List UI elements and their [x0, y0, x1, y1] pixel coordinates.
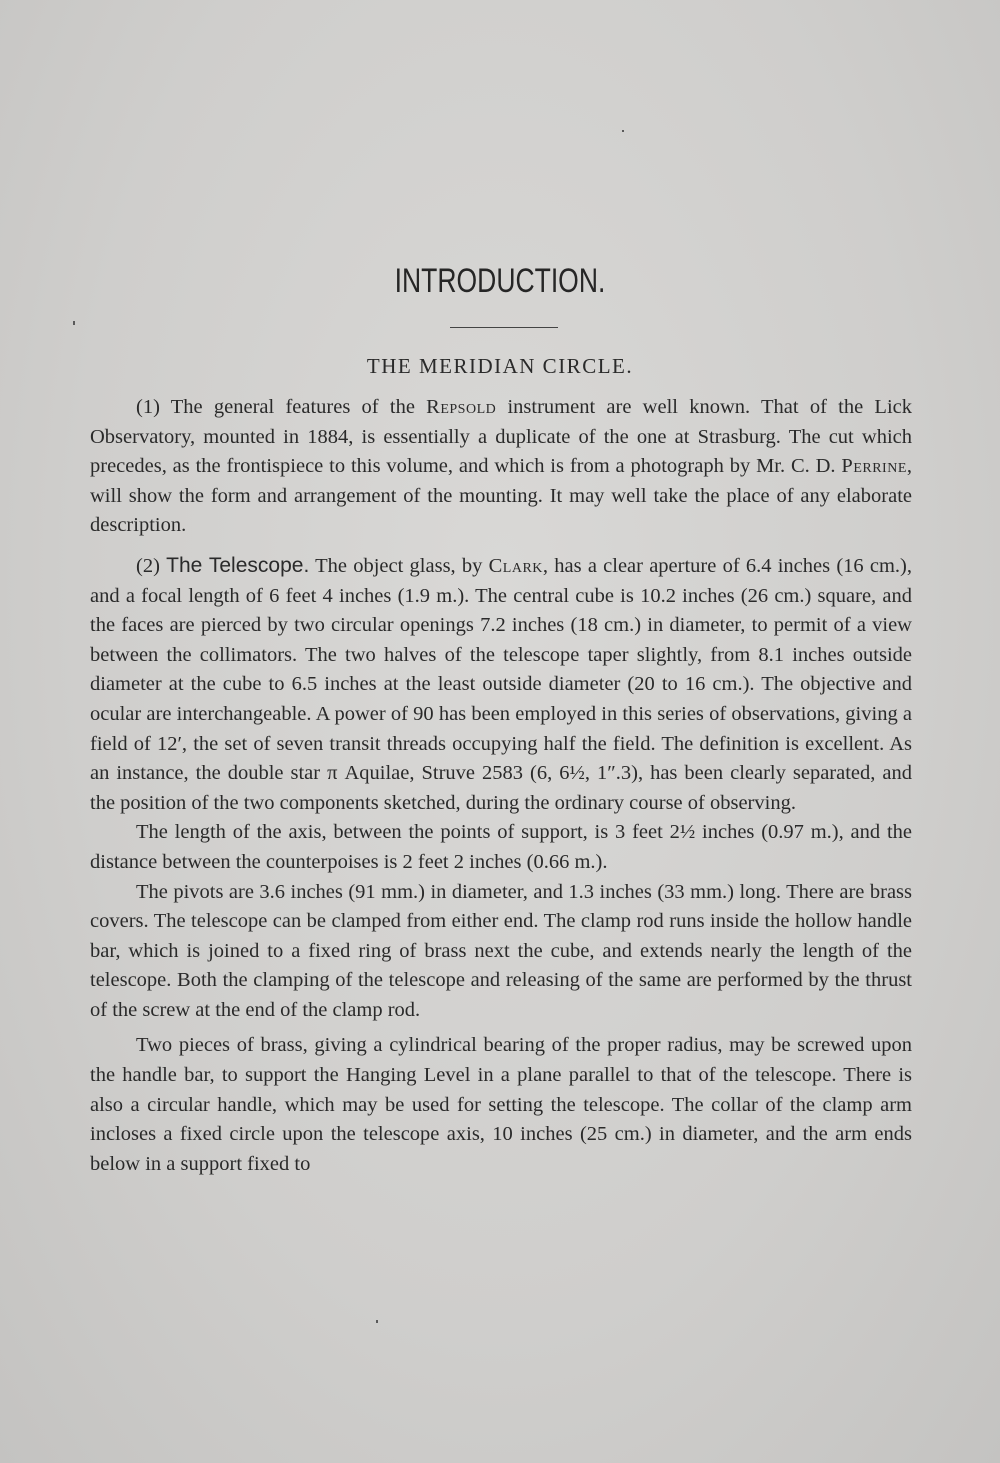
- paragraph-5: Two pieces of brass, giving a cylindrical bearing of the proper radius, may be screwed upon the handle bar, to support the Hanging Level in a plane parallel to that of the telescope. There is also a circular handle, which may be used for setting the telescope. The collar of the clamp arm incloses a fixed circle upon the telescope axis, 10 inches (25 cm.) in diameter, and the arm ends below in a support fixed to: [90, 1034, 912, 1175]
- paragraph-1-text-c: , will show the form and arrangement of the mounting. It may well take the place of any elaborate description.: [90, 455, 912, 537]
- name-clark: Clark: [488, 554, 543, 577]
- paragraph-4: The pivots are 3.6 inches (91 mm.) in diameter, and 1.3 inches (33 mm.) long. There are brass covers. The telescope can be clamped from either end. The clamp rod runs inside the hollow handle bar, which is joined to a fixed ring of brass next the cube, and extends nearly the length of the telescope. Both the clamping of the telescope and releasing of the same are performed by the thrust of the screw at the end of the clamp rod.: [90, 880, 912, 1021]
- paragraph-1-text-b: instrument are well known. That of the Lick Observatory, mounted in 1884, is essentially a duplicate of the one at Strasburg. The cut which precedes, as the frontispiece to this volume, and which is from a photograph by Mr. C. D.: [90, 396, 912, 478]
- paragraph-2-number: (2): [136, 554, 167, 577]
- name-perrine: Perrine: [841, 455, 907, 478]
- paragraph-2: [90, 551, 912, 818]
- page-title: INTRODUCTION.: [394, 262, 606, 300]
- speck-mark: [73, 321, 75, 325]
- section-title: THE MERIDIAN CIRCLE.: [366, 354, 634, 378]
- paragraph-2-text-a: The object glass, by: [309, 554, 489, 577]
- speck-mark: [622, 130, 624, 132]
- paragraph-3: The length of the axis, between the points of support, is 3 feet 2½ inches (0.97 m.), and the distance between the counterpoises is 2 feet 2 inches (0.66 m.).: [90, 821, 912, 873]
- paragraph-1-text-a: (1) The general features of the: [136, 396, 427, 418]
- body-text: [90, 393, 912, 1179]
- paragraph-2-text-b: , has a clear aperture of 6.4 inches (16 cm.), and a focal length of 6 feet 4 inches (1.9 m.). The central cube is 10.2 inches (26 cm.) square, and the faces are pierced by two circular openings 7.2 inches (18 cm.) in diameter, to permit of a view between the collimators. The two halves of the telescope taper slightly, from 8.1 inches outside diameter at the cube to 6.5 inches at the least outside diameter (20 to 16 cm.). The objective and ocular are interchangeable. A power of 90 has been employed in this series of observations, giving a field of 12′, the set of seven transit threads occupying half the field. The definition is excellent. As an instance, the double star π Aquilae, Struve 2583 (6, 6½, 1″.3), has been clearly separated, and the position of the two components sketched, during the ordinary course of observing.: [90, 554, 912, 814]
- paragraph-2-heading: The Telescope.: [166, 553, 310, 577]
- speck-mark: [376, 1320, 378, 1323]
- paragraph-1: [90, 393, 912, 541]
- name-repsold: Repsold: [426, 396, 497, 418]
- title-divider: [450, 327, 558, 328]
